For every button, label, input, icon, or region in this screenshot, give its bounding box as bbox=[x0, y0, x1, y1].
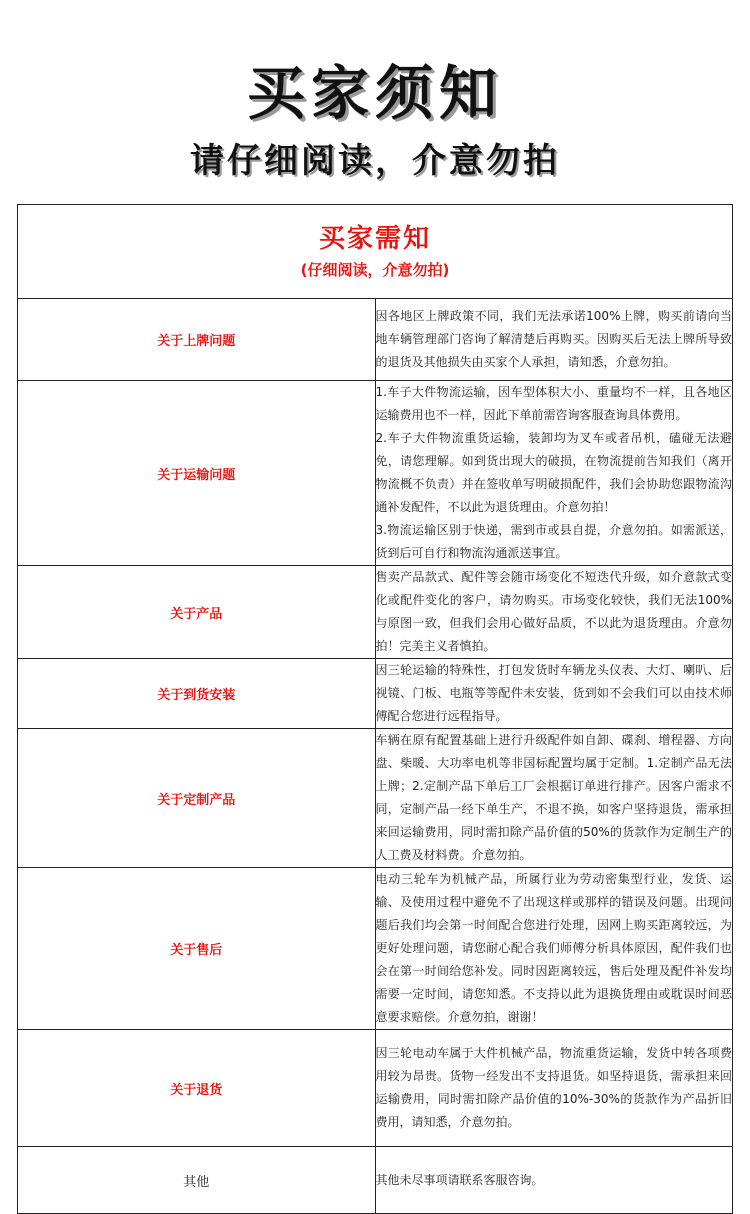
row-content bbox=[375, 299, 733, 381]
row-text: 3.物流运输区别于快递，需到市或县自提，介意勿拍。如需派送，货到后可自行和物流沟通派送事宜。 bbox=[375, 523, 732, 560]
row-content bbox=[375, 566, 733, 659]
table-subtitle: (仔细阅读，介意勿拍) bbox=[300, 260, 450, 279]
row-text: 2.车子大件物流重货运输，装卸均为叉车或者吊机，磕碰无法避免，请您理解。如到货出现大的破损，在物流提前告知我们（离开物流概不负责）并在签收单写明破损配件，我们会协助您跟物流沟通补发配件，不以此为退货理由。介意勿拍！ bbox=[375, 431, 732, 514]
table-row-custom bbox=[18, 729, 733, 868]
table-header-cell bbox=[18, 205, 733, 299]
page-title: 买家须知 bbox=[246, 59, 503, 127]
table-row-after-sales bbox=[18, 868, 733, 1030]
row-text: 电动三轮车为机械产品，所属行业为劳动密集型行业，发货、运输、及使用过程中避免不了出现这样或那样的错误及问题。出现问题后我们均会第一时间配合您进行处理，因网上购买距离较远，为更好处理问题，请您耐心配合我们师傅分析具体原因，配件我们也会在第一时间给您补发。同时因距离较远，售后处理及配件补发均需要一定时间，请您知悉。不支持以此为退换货理由或耽误时间恶意要求赔偿。介意勿拍，谢谢！ bbox=[375, 872, 732, 1024]
table-title: 买家需知 bbox=[318, 223, 431, 254]
table-row-license bbox=[18, 299, 733, 381]
table-row-shipping bbox=[18, 381, 733, 566]
row-label: 关于运输问题 bbox=[18, 381, 376, 566]
row-content bbox=[375, 381, 733, 566]
row-text: 因三轮电动车属于大件机械产品，物流重货运输，发货中转各项费用较为昂贵。货物一经发出不支持退货。如坚持退货，需承担来回运输费用，同时需扣除产品价值的10%-30%的货款作为产品折旧费用，请知悉，介意勿拍。 bbox=[375, 1046, 732, 1129]
row-text: 其他未尽事项请联系客服咨询。 bbox=[375, 1172, 544, 1187]
row-label: 关于产品 bbox=[18, 566, 376, 659]
row-content bbox=[375, 729, 733, 868]
row-text: 1.车子大件物流运输，因车型体积大小、重量均不一样，且各地区运输费用也不一样，因此下单前需咨询客服查询具体费用。 bbox=[375, 385, 732, 422]
row-text: 因各地区上牌政策不同，我们无法承诺100%上牌，购买前请向当地车辆管理部门咨询了解清楚后再购买。因购买后无法上牌所导致的退货及其他损失由买家个人承担，请知悉，介意勿拍。 bbox=[375, 309, 732, 369]
row-text: 售卖产品款式、配件等会随市场变化不短迭代升级，如介意款式变化或配件变化的客户，请勿购买。市场变化较快，我们无法100%与原图一致，但我们会用心做好品质，不以此为退货理由。介意勿拍！完美主义者慎拍。 bbox=[375, 570, 732, 653]
table-row-installation bbox=[18, 659, 733, 729]
row-text: 因三轮运输的特殊性，打包发货时车辆龙头仪表、大灯、喇叭、后视镜、门板、电瓶等等配件未安装，货到如不会我们可以由技术师傅配合您进行远程指导。 bbox=[375, 663, 732, 723]
notice-table bbox=[17, 204, 733, 1214]
row-content bbox=[375, 868, 733, 1030]
table-header-row bbox=[18, 205, 733, 299]
row-content bbox=[375, 1030, 733, 1147]
row-label: 关于退货 bbox=[18, 1030, 376, 1147]
table-row-product bbox=[18, 566, 733, 659]
row-label: 其他 bbox=[18, 1147, 376, 1214]
row-label: 关于上牌问题 bbox=[18, 299, 376, 381]
row-label: 关于到货安装 bbox=[18, 659, 376, 729]
row-label: 关于定制产品 bbox=[18, 729, 376, 868]
page-subtitle: 请仔细阅读，介意勿拍 bbox=[190, 141, 560, 181]
table-row-other bbox=[18, 1147, 733, 1214]
table-row-returns bbox=[18, 1030, 733, 1147]
row-content bbox=[375, 1147, 733, 1214]
row-content bbox=[375, 659, 733, 729]
row-label: 关于售后 bbox=[18, 868, 376, 1030]
row-text: 车辆在原有配置基础上进行升级配件如自卸、碟刹、增程器、方向盘、柴暖、大功率电机等非国标配置均属于定制。1.定制产品无法上牌；2.定制产品下单后工厂会根据订单进行排产。因客户需求不同，定制产品一经下单生产，不退不换，如客户坚持退货，需承担来回运输费用，同时需扣除产品价值的50%的货款作为定制生产的人工费及材料费。介意勿拍。 bbox=[375, 733, 732, 862]
